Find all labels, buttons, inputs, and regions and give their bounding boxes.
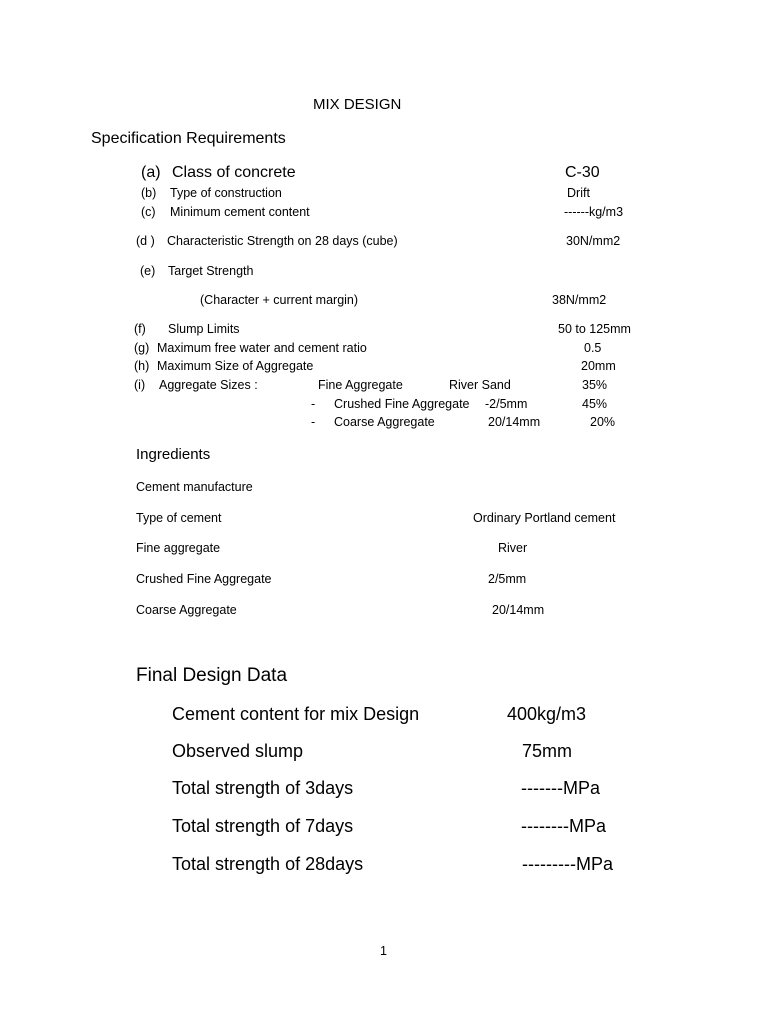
spec-value-d: 30N/mm2 [566, 234, 621, 248]
final-label: Observed slump [172, 741, 304, 761]
aggregate-size: River Sand [449, 378, 511, 392]
ingredient-label: Crushed Fine Aggregate [136, 572, 272, 586]
aggregate-percent: 20% [590, 415, 616, 429]
aggregate-percent: 35% [582, 378, 608, 392]
aggregate-name: Crushed Fine Aggregate [334, 397, 470, 411]
final-value: ---------MPa [522, 854, 613, 874]
aggregate-size: 20/14mm [488, 415, 541, 429]
spec-text-f: Slump Limits [168, 322, 240, 336]
spec-value-a: C-30 [565, 164, 600, 181]
spec-text-h: Maximum Size of Aggregate [157, 359, 314, 373]
spec-label-e: (e) [140, 264, 156, 278]
ingredient-label: Coarse Aggregate [136, 603, 237, 617]
ingredient-value: 20/14mm [492, 603, 545, 617]
spec-value-c: ------kg/m3 [564, 205, 624, 219]
ingredient-value: Ordinary Portland cement [473, 511, 616, 525]
spec-label-d: (d ) [136, 234, 155, 248]
spec-text-i: Aggregate Sizes : [159, 378, 258, 392]
spec-value-margin: 38N/mm2 [552, 293, 607, 307]
spec-label-a: (a) [141, 164, 161, 181]
spec-value-b: Drift [567, 186, 590, 200]
ingredient-label: Cement manufacture [136, 480, 253, 494]
ingredient-value: 2/5mm [488, 572, 527, 586]
aggregate-percent: 45% [582, 397, 608, 411]
page-title: MIX DESIGN [313, 96, 402, 113]
spec-label-i: (i) [134, 378, 146, 392]
final-value: 400kg/m3 [507, 704, 587, 724]
spec-text-c: Minimum cement content [170, 205, 310, 219]
ingredients-heading: Ingredients [136, 446, 211, 463]
final-label: Total strength of 7days [172, 816, 354, 836]
page-number: 1 [380, 944, 387, 958]
spec-value-h: 20mm [581, 359, 616, 373]
final-label: Total strength of 3days [172, 778, 354, 798]
spec-text-b: Type of construction [170, 186, 282, 200]
final-value: 75mm [522, 741, 573, 761]
spec-label-h: (h) [134, 359, 150, 373]
spec-label-f: (f) [134, 322, 146, 336]
spec-label-b: (b) [141, 186, 157, 200]
spec-label-c: (c) [141, 205, 156, 219]
spec-text-e: Target Strength [168, 264, 254, 278]
final-value: --------MPa [521, 816, 606, 836]
spec-value-g: 0.5 [584, 341, 602, 355]
aggregate-name: Fine Aggregate [318, 378, 403, 392]
final-value: -------MPa [521, 778, 600, 798]
spec-heading: Specification Requirements [91, 130, 286, 147]
ingredient-label: Fine aggregate [136, 541, 221, 555]
final-heading: Final Design Data [136, 665, 288, 686]
final-label: Total strength of 28days [172, 854, 364, 874]
spec-text-g: Maximum free water and cement ratio [157, 341, 367, 355]
aggregate-dash: - [311, 415, 316, 429]
spec-text-a: Class of concrete [172, 164, 296, 181]
ingredient-label: Type of cement [136, 511, 222, 525]
spec-label-g: (g) [134, 341, 150, 355]
spec-text-margin: (Character + current margin) [200, 293, 359, 307]
spec-text-d: Characteristic Strength on 28 days (cube) [167, 234, 398, 248]
aggregate-dash: - [311, 397, 316, 411]
aggregate-size: -2/5mm [485, 397, 528, 411]
spec-value-f: 50 to 125mm [558, 322, 631, 336]
final-label: Cement content for mix Design [172, 704, 420, 724]
aggregate-name: Coarse Aggregate [334, 415, 435, 429]
ingredient-value: River [498, 541, 528, 555]
